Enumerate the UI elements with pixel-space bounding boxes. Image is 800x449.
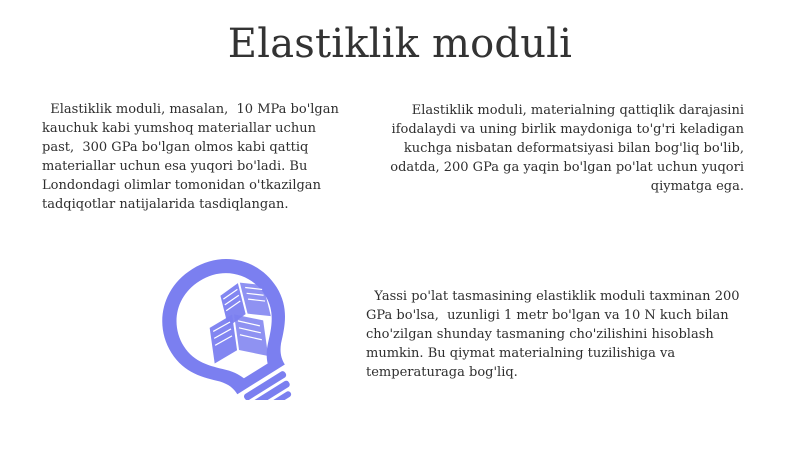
slide-title: Elastiklik moduli xyxy=(227,21,573,67)
bottom-paragraph: Yassi po'lat tasmasining elastiklik moduli taxminan 200 GPa bo'lsa, uzunligi 1 metr bo'lgan va 10 N kuch bilan cho'zilgan shunday tasmaning cho'zilishini hisoblash mumkin. Bu qiymat materialning tuzilishiga va temperaturaga bog'liq. xyxy=(366,289,744,380)
right-paragraph: Elastiklik moduli, materialning qattiqlik darajasini ifodalaydi va uning birlik maydoniga to'g'ri keladigan kuchga nisbatan deformatsiyasi bilan bog'liq bo'lib, odatda, 200 GPa ga yaqin bo'lgan po'lat uchun yuqori qiymatga ega. xyxy=(390,103,744,194)
lightbulb-book-icon xyxy=(96,250,316,400)
left-paragraph: Elastiklik moduli, masalan, 10 MPa bo'lgan kauchuk kabi yumshoq materiallar uchun past, 300 GPa bo'lgan olmos kabi qattiq materiallar uchun esa yuqori bo'ladi. Bu Londondagi olimlar tomonidan o'tkazilgan tadqiqotlar natijalarida tasdiqlangan. xyxy=(42,102,344,212)
